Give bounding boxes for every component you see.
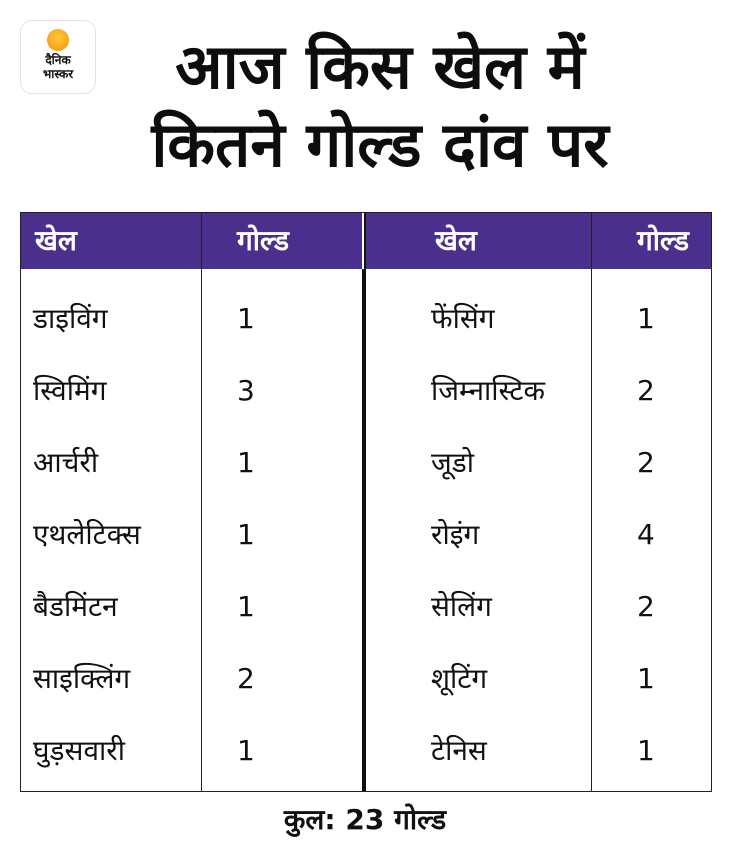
header-gap: [362, 213, 364, 269]
table-row: [21, 355, 711, 427]
page-title: [100, 28, 660, 184]
sport-name: घुड़सवारी: [33, 734, 125, 767]
header-gold-right: गोल्ड: [637, 224, 689, 257]
sport-name: टेनिस: [431, 734, 487, 767]
table-row: [21, 643, 711, 715]
sport-name: डाइविंग: [33, 302, 108, 335]
total-gold: कुल: 23 गोल्ड: [283, 803, 447, 836]
sport-name: साइक्लिंग: [33, 662, 131, 695]
gold-count: 1: [637, 734, 655, 767]
gold-count: 1: [637, 662, 655, 695]
sport-name: एथलेटिक्स: [33, 518, 141, 551]
table-row: [21, 283, 711, 355]
gold-count: 1: [237, 734, 255, 767]
sport-name: आर्चरी: [33, 446, 99, 479]
sport-name: जिम्नास्टिक: [431, 374, 546, 407]
sport-name: शूटिंग: [431, 662, 488, 695]
gold-count: 2: [237, 662, 255, 695]
sun-icon: [47, 29, 69, 51]
sport-name: सेलिंग: [431, 590, 492, 623]
header-sport-right: खेल: [435, 224, 477, 257]
title-line2: कितने गोल्ड दांव पर: [151, 108, 609, 181]
gold-count: 3: [237, 374, 255, 407]
table-row: [21, 499, 711, 571]
dainik-bhaskar-logo: [20, 20, 96, 94]
sport-name: फेंसिंग: [431, 302, 495, 335]
gold-count: 1: [237, 446, 255, 479]
sport-name: बैडमिंटन: [33, 590, 118, 623]
sport-name: रोइंग: [431, 518, 480, 551]
table-row: [21, 427, 711, 499]
sport-name: स्विमिंग: [33, 374, 107, 407]
sport-name: जूडो: [431, 446, 475, 479]
table-row: [21, 715, 711, 787]
logo-text-line1: दैनिक: [45, 53, 71, 67]
gold-count: 1: [237, 302, 255, 335]
gold-count: 1: [237, 590, 255, 623]
gold-medals-table: [20, 212, 712, 792]
gold-count: 1: [237, 518, 255, 551]
gold-count: 4: [637, 518, 655, 551]
header-sport-left: खेल: [35, 224, 77, 257]
logo-text-line2: भास्कर: [42, 67, 74, 81]
gold-count: 1: [637, 302, 655, 335]
gold-count: 2: [637, 374, 655, 407]
header-gold-left: गोल्ड: [237, 224, 289, 257]
table-row: [21, 571, 711, 643]
table-header-row: [21, 213, 711, 269]
title-line1: आज किस खेल में: [175, 30, 585, 103]
gold-count: 2: [637, 590, 655, 623]
gold-count: 2: [637, 446, 655, 479]
